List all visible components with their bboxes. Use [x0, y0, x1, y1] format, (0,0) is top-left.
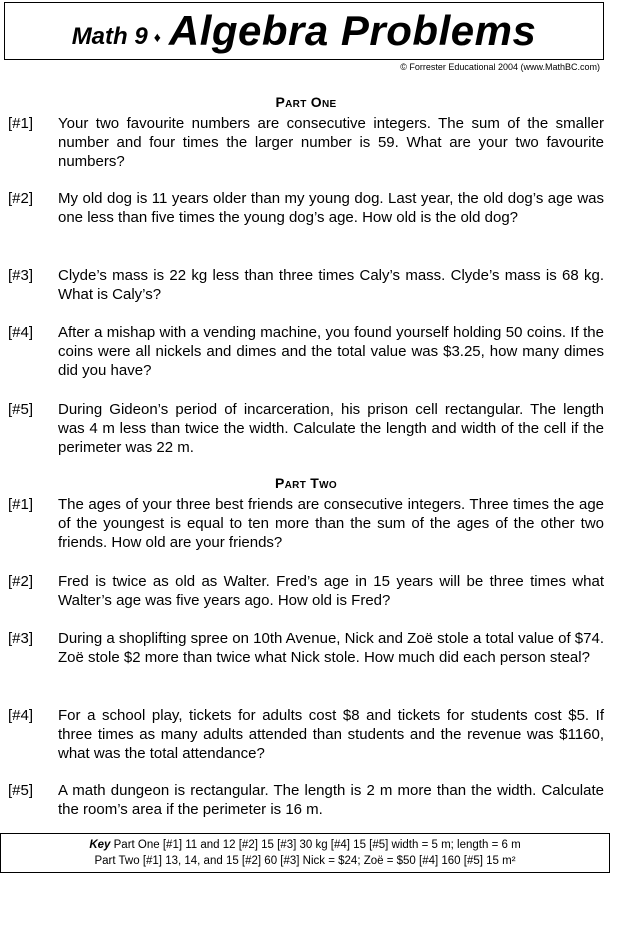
part-two-problem-5: [8, 781, 604, 819]
diamond-icon: ♦: [153, 29, 161, 45]
problem-number: [#1]: [8, 496, 34, 513]
problem-text: Fred is twice as old as Walter. Fred’s age in 15 years will be three times what Walter’s age was five years ago. How old is Fred?: [58, 573, 604, 609]
answer-key-part-one: Part One [#1] 11 and 12 [#2] 15 [#3] 30 kg [#4] 15 [#5] width = 5 m; length = 6 m: [113, 839, 521, 851]
problem-text: My old dog is 11 years older than my young dog. Last year, the old dog’s age was one less than five times the young dog’s age. How old is the old dog?: [58, 190, 604, 226]
part-two-heading: Part Two: [275, 475, 337, 491]
part-one-problem-3: [8, 266, 604, 304]
part-one-problem-2: [8, 189, 604, 227]
problem-number: [#5]: [8, 401, 34, 418]
copyright-notice: © Forrester Educational 2004 (www.MathBC.com): [400, 62, 600, 72]
answer-key-line-1: [1, 837, 609, 853]
problem-text: After a mishap with a vending machine, you found yourself holding 50 coins. If the coins were all nickels and dimes and the total value was $3.25, how many dimes did you have?: [58, 324, 604, 379]
problem-number: [#2]: [8, 573, 34, 590]
problem-text: During Gideon’s period of incarceration, his prison cell rectangular. The length was 4 m less than twice the width. Calculate the length and width of the cell if the perimeter was 22 m.: [58, 401, 604, 456]
problem-number: [#3]: [8, 630, 34, 647]
answer-key-box: [0, 833, 610, 873]
part-one-problem-4: [8, 323, 604, 380]
problem-number: [#2]: [8, 190, 34, 207]
part-two-problem-2: [8, 572, 604, 610]
part-one-problem-1: [8, 114, 604, 171]
problem-number: [#1]: [8, 115, 34, 132]
answer-key-label: Key: [89, 839, 111, 851]
problem-number: [#5]: [8, 782, 34, 799]
problem-number: [#3]: [8, 267, 34, 284]
problem-number: [#4]: [8, 707, 34, 724]
part-two-problem-1: [8, 495, 604, 552]
problem-text: For a school play, tickets for adults cost $8 and tickets for students cost $5. If three times as many adults attended than students and the revenue was $1160, what was the total attendance?: [58, 707, 604, 762]
problem-text: A math dungeon is rectangular. The length is 2 m more than the width. Calculate the room’s area if the perimeter is 16 m.: [58, 782, 604, 818]
problem-text: The ages of your three best friends are consecutive integers. Three times the age of the youngest is equal to ten more than the sum of the ages of the other two friends. How old are your friends?: [58, 496, 604, 551]
part-one-heading: Part One: [275, 94, 337, 110]
part-two-problem-4: [8, 706, 604, 763]
answer-key-part-two: Part Two [#1] 13, 14, and 15 [#2] 60 [#3] Nick = $24; Zoë = $50 [#4] 160 [#5] 15 m²: [94, 855, 516, 867]
page-title: Algebra Problems: [168, 7, 537, 54]
problem-text: Clyde’s mass is 22 kg less than three times Caly’s mass. Clyde’s mass is 68 kg. What is Caly’s?: [58, 267, 604, 303]
title-box: [4, 2, 604, 60]
problem-number: [#4]: [8, 324, 34, 341]
course-label: Math 9: [71, 23, 148, 50]
problem-text: During a shoplifting spree on 10th Avenue, Nick and Zoë stole a total value of $74. Zoë stole $2 more than twice what Nick stole. How much did each person steal?: [58, 630, 604, 666]
part-two-problem-3: [8, 629, 604, 667]
problem-text: Your two favourite numbers are consecutive integers. The sum of the smaller number and four times the larger number is 59. What are your two favourite numbers?: [58, 115, 604, 170]
part-one-problem-5: [8, 400, 604, 457]
